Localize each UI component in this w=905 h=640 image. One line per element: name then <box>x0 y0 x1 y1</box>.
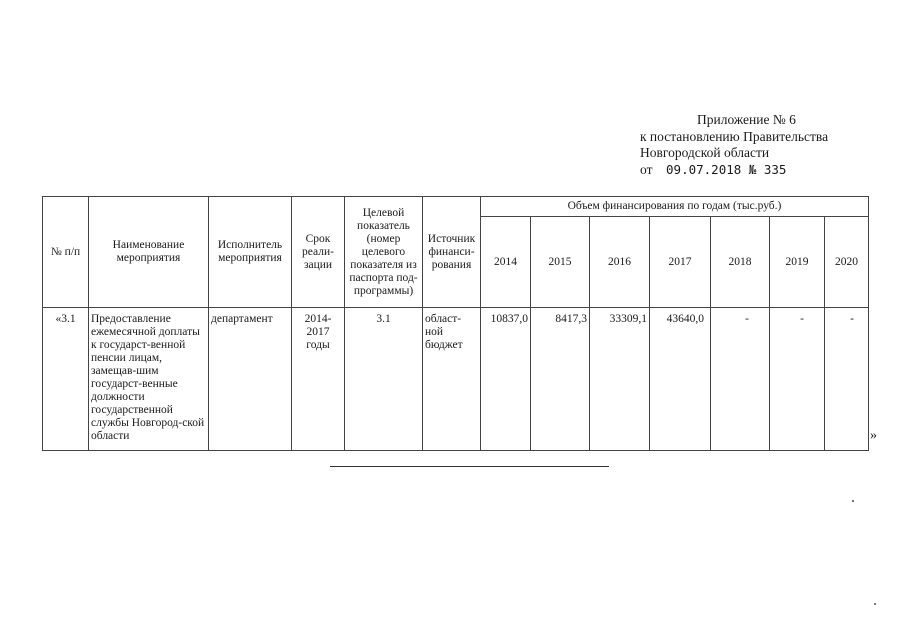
header-num: № п/п <box>43 197 89 308</box>
header-executor: Исполнитель мероприятия <box>209 197 292 308</box>
table-row <box>43 308 869 451</box>
header-year: 2019 <box>770 217 825 308</box>
date-prefix: от <box>640 161 653 177</box>
row-name: Предоставление ежемесячной доплаты к государст-венной пенсии лицам, замещав-шим государст-венные должности государственной службы Новгород-ской области <box>89 308 209 451</box>
row-value-2020: - <box>825 308 869 451</box>
row-value-2017: 43640,0 <box>650 308 711 451</box>
scan-speck <box>852 500 854 502</box>
closing-rule <box>330 466 609 467</box>
row-executor: департамент <box>209 308 292 451</box>
scan-speck <box>874 603 876 605</box>
row-target: 3.1 <box>345 308 423 451</box>
header-year: 2017 <box>650 217 711 308</box>
row-value-2016: 33309,1 <box>590 308 650 451</box>
appendix-title: Приложение № 6 <box>697 112 796 127</box>
header-year: 2015 <box>531 217 590 308</box>
row-value-2014: 10837,0 <box>481 308 531 451</box>
header-year: 2018 <box>711 217 770 308</box>
row-value-2019: - <box>770 308 825 451</box>
header-year: 2016 <box>590 217 650 308</box>
header-funding-group: Объем финансирования по годам (тыс.руб.) <box>481 197 869 217</box>
appendix-header <box>640 112 880 178</box>
row-source: област-ной бюджет <box>423 308 481 451</box>
header-year: 2020 <box>825 217 869 308</box>
row-term: 2014-2017 годы <box>292 308 345 451</box>
appendix-region-line: Новгородской области <box>640 145 770 160</box>
row-value-2018: - <box>711 308 770 451</box>
decree-date-number: 09.07.2018 № 335 <box>666 161 787 177</box>
row-num: «3.1 <box>43 308 89 451</box>
closing-quote: » <box>870 428 877 443</box>
row-value-2015: 8417,3 <box>531 308 590 451</box>
header-term: Срок реали-зации <box>292 197 345 308</box>
funding-table <box>42 196 869 451</box>
header-year: 2014 <box>481 217 531 308</box>
header-target: Целевой показатель (номер целевого показателя из паспорта под-программы) <box>345 197 423 308</box>
header-source: Источник финанси-рования <box>423 197 481 308</box>
appendix-decree-line: к постановлению Правительства <box>640 128 829 144</box>
appendix-date-line <box>640 162 880 179</box>
header-name: Наименование мероприятия <box>89 197 209 308</box>
